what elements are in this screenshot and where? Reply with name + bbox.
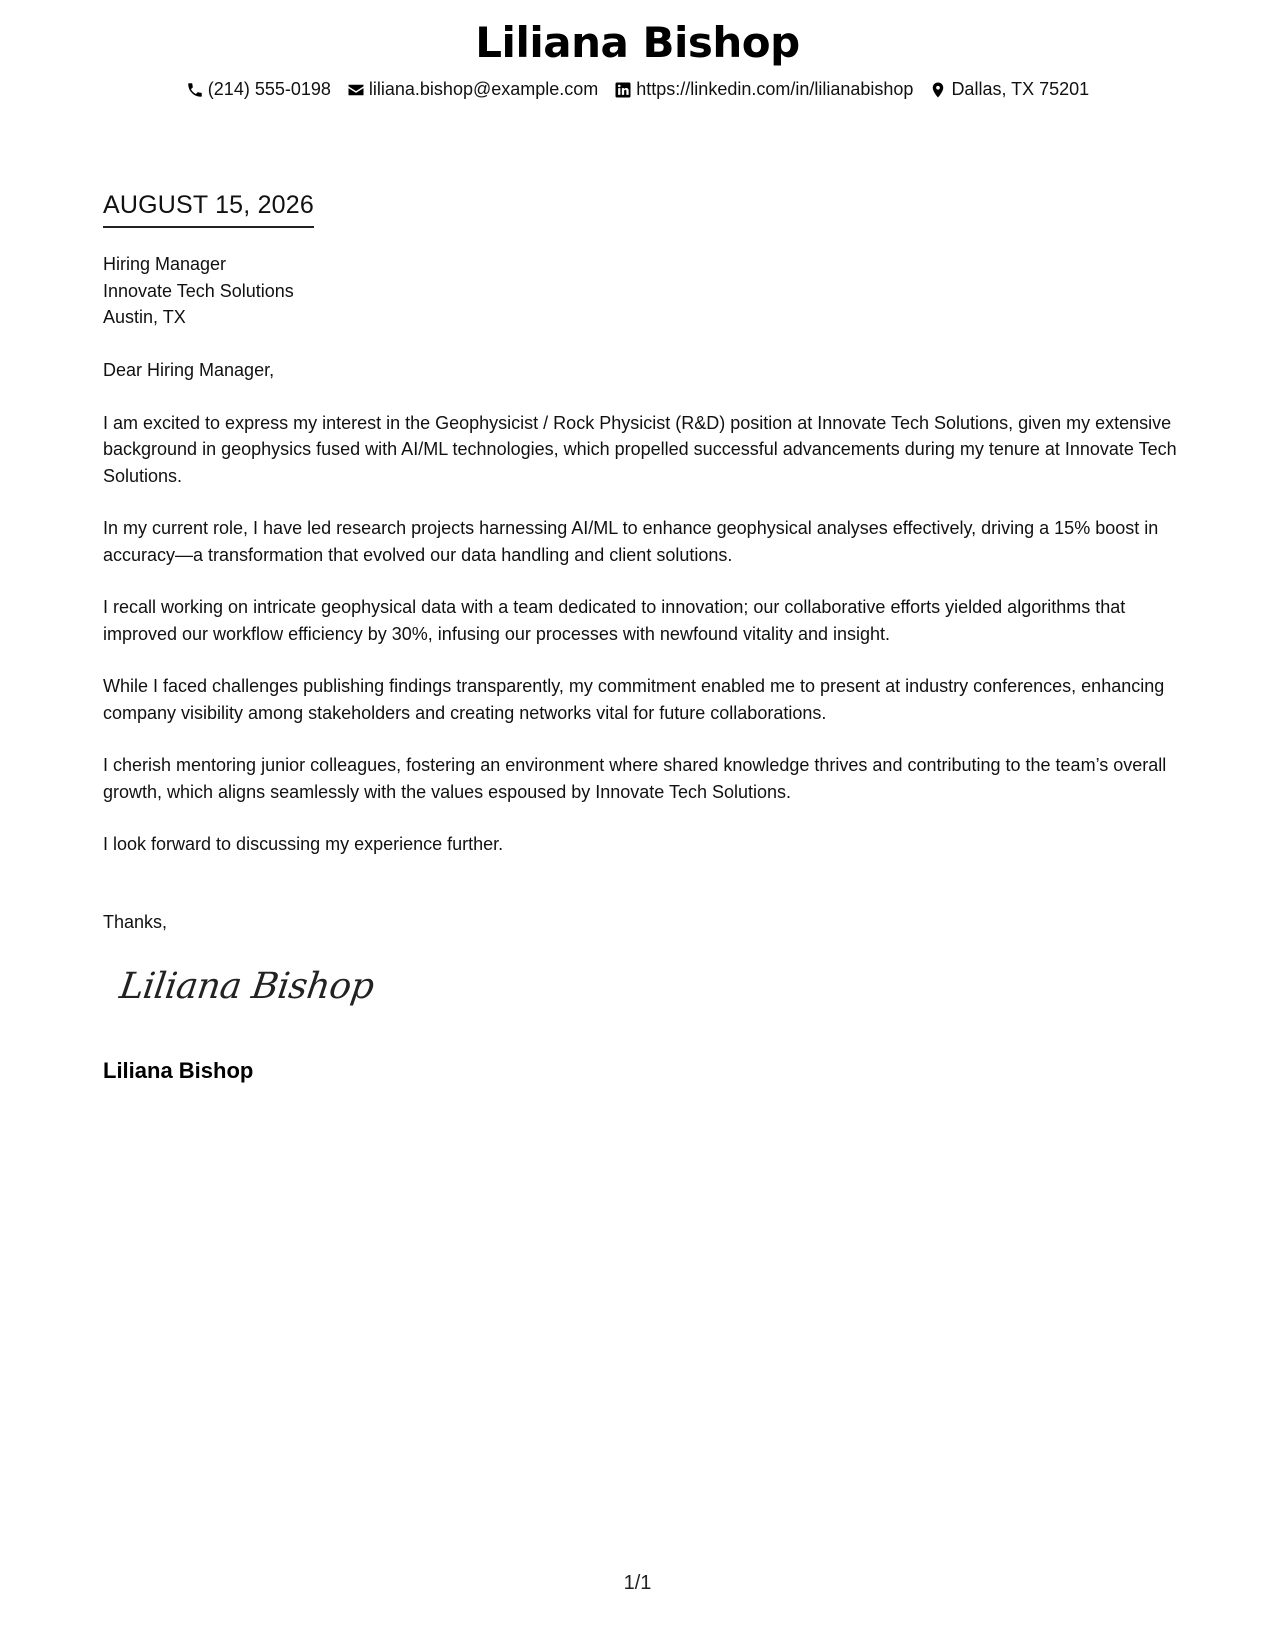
linkedin-icon — [614, 81, 632, 99]
phone-text: (214) 555-0198 — [207, 79, 331, 99]
contact-location — [929, 79, 1089, 100]
phone-icon — [186, 81, 204, 99]
salutation: Dear Hiring Manager, — [103, 360, 275, 380]
contact-linkedin — [614, 79, 913, 100]
envelope-icon — [347, 81, 365, 99]
handwritten-signature: Liliana Bishop — [117, 966, 377, 1007]
map-pin-icon — [929, 81, 947, 99]
applicant-name-heading: Liliana Bishop — [475, 18, 800, 67]
letter-body — [103, 357, 1183, 884]
recipient-location: Austin, TX — [103, 307, 186, 327]
recipient-title: Hiring Manager — [103, 254, 227, 274]
body-paragraph: In my current role, I have led research projects harnessing AI/ML to enhance geophysical analyses effectively, driving a 15% boost in accuracy—a transformation that evolved our data handling and client solutions. — [103, 518, 1159, 565]
linkedin-link[interactable]: https://linkedin.com/in/lilianabishop — [636, 79, 914, 99]
recipient-block — [103, 251, 294, 331]
page-number: 1/1 — [623, 1572, 652, 1594]
body-paragraph: I recall working on intricate geophysical data with a team dedicated to innovation; our collaborative efforts yielded algorithms that improved our workflow efficiency by 30%, infusing our processes with newfound vitality and insight. — [103, 597, 1126, 644]
body-paragraph: I am excited to express my interest in the Geophysicist / Rock Physicist (R&D) position at Innovate Tech Solutions, given my extensive background in geophysics fused with AI/ML technologies, which propelled successful advancements during my tenure at Innovate Tech Solutions. — [103, 412, 1177, 486]
body-paragraph: While I faced challenges publishing findings transparently, my commitment enabled me to present at industry conferences, enhancing company visibility among stakeholders and creating networks vital for future collaborations. — [103, 676, 1165, 723]
signer-name: Liliana Bishop — [103, 1058, 254, 1083]
body-paragraph: I look forward to discussing my experience further. — [103, 834, 504, 854]
closing-line: Thanks, — [103, 912, 168, 932]
body-paragraph: I cherish mentoring junior colleagues, fostering an environment where shared knowledge thrives and contributing to the team’s overall growth, which aligns seamlessly with the values espoused by Innovate Tech Solutions. — [103, 755, 1167, 802]
contact-phone — [186, 79, 331, 100]
letter-date: AUGUST 15, 2026 — [103, 191, 314, 228]
location-text: Dallas, TX 75201 — [951, 79, 1090, 99]
recipient-company: Innovate Tech Solutions — [103, 280, 294, 301]
email-link[interactable]: liliana.bishop@example.com — [368, 79, 599, 99]
contact-info-row — [0, 79, 1275, 100]
contact-email — [347, 79, 598, 100]
